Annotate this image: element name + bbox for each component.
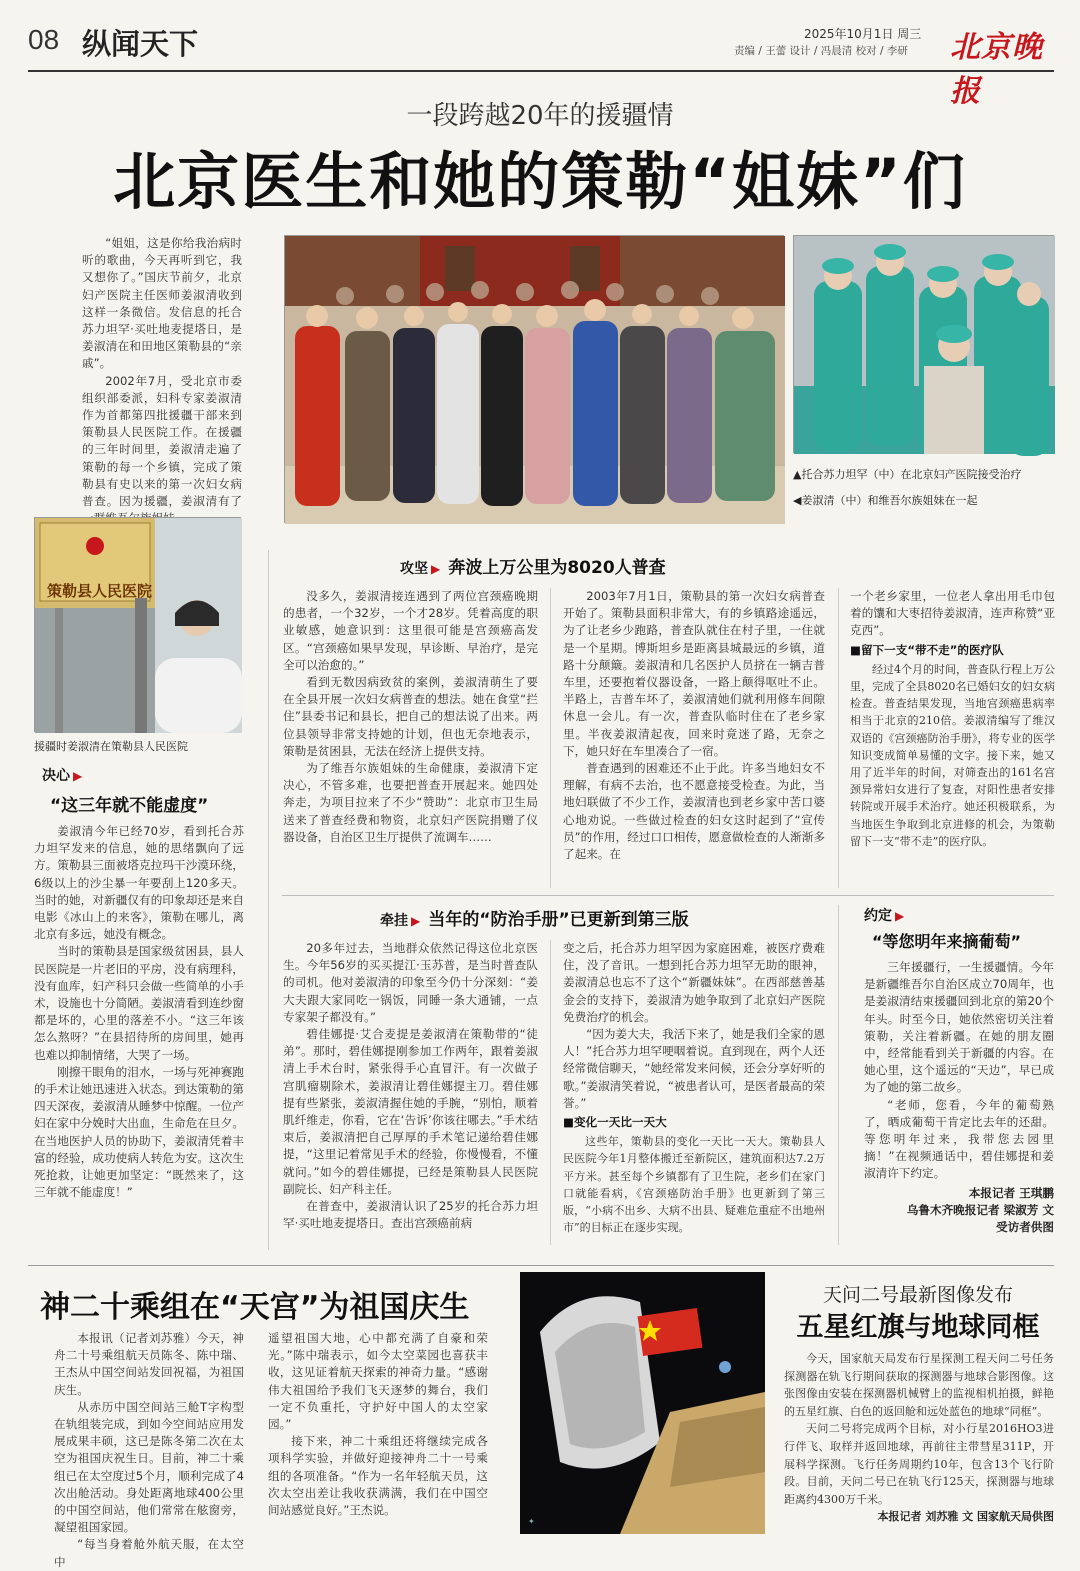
hospital-sign-text: 策勒县人民医院	[47, 582, 153, 600]
body-para: 一个老乡家里，一位老人拿出用毛巾包着的馕和大枣招待姜淑清，连声称赞“亚克西”。	[850, 589, 1055, 638]
column-rule	[268, 550, 269, 1250]
triangle-icon: ▶	[411, 914, 421, 928]
body-para: 普查遇到的困难还不止于此。许多当地妇女不理解，有病不去治，也不愿意接受检查。为此，当地妇联做了不少工作，姜淑清也到老乡家中苦口婆心地劝说。一些做过检查的妇女这时起到了“宣传员”的作用，经过口口相传，愿意做检查的人渐渐多了起来。在	[563, 761, 825, 862]
body-para: 没多久，姜淑清接连遇到了两位宫颈癌晚期的患者，一个32岁，一个才28岁。凭着高度的职业敏感，她意识到：这里很可能是宫颈癌高发区。“宫颈癌如果早发现，早诊断、早治疗，是完全可以治愈的。”	[283, 589, 538, 672]
body-para: 在普查中，姜淑清认识了25岁的托合苏力坦罕·买吐地麦提塔日。查出宫颈癌前病	[283, 1199, 538, 1231]
body-para: 看到无数因病致贫的案例，姜淑清萌生了要在全县开展一次妇女病普查的想法。她在食堂“拦住”县委书记和县长，把自己的想法说了出来。两位县领导非常支持她的计划，但也无奈地表示，策勒是贫困县，无法在经济上提供支持。	[283, 675, 538, 758]
feature-headline: 北京医生和她的策勒“姐妹”们	[113, 145, 967, 218]
section-tag: 约定	[864, 908, 892, 924]
bottom-divider	[28, 1265, 1054, 1266]
intro-para: 2002年7月，受北京市委组织部委派，妇科专家姜淑清作为首都第四批援疆干部来到策勒县人民医院工作。在援疆的三年时间里，姜淑清走遍了策勒的每一个乡镇，完成了策勒县有史以来的第一次妇女病普查。因为援疆，姜淑清有了	[82, 373, 242, 509]
survey-col-1	[283, 588, 538, 846]
photo-caption-right	[793, 466, 1054, 510]
body-para: 今天，国家航天局发布行星探测工程天问二号任务探测器在轨飞行期间获取的探测器与地球合影图像。这张图像由安装在探测器机械臂上的监视相机拍摄，鲜艳的五星红旗、白色的返回舱和远处蓝色的地球“同框”。	[784, 1352, 1054, 1418]
tianwen-body	[784, 1350, 1054, 1525]
column-rule	[550, 940, 551, 1245]
page-number: 08	[28, 24, 60, 55]
section-name: 纵闻天下	[82, 27, 199, 61]
issue-date: 2025年10月1日 周三	[804, 27, 922, 41]
tianwen-byline: 本报记者 刘苏雅 文 国家航天局供图	[877, 1510, 1054, 1524]
survey-col-2	[563, 588, 825, 863]
care-col-1	[283, 940, 538, 1232]
intro-para: “姐姐，这是你给我治病时听的歌曲，今天再听到它，我又想你了。”国庆节前夕，北京妇产医院主任医师姜淑清收到这样一条微信。发信息的托合苏力坦罕·买吐地麦提塔日，是姜淑清在和田地区策勒县的“亲戚”。	[82, 236, 242, 371]
hospital-staff-photo	[793, 235, 1054, 453]
group-photo	[284, 235, 784, 523]
section-care-header	[380, 905, 689, 930]
caption-sisters: ◀姜淑清（中）和维吾尔族姐妹在一起	[793, 494, 978, 507]
section-tag: 决心	[42, 768, 70, 784]
section-body	[34, 823, 244, 1201]
section-title: “等您明年来摘葡萄”	[872, 932, 1022, 951]
body-para: 天问二号将完成两个目标，对小行星2016HO3进行伴飞、取样并返回地球，再前往主带彗星311P，开展科学探测。飞行任务周期约10年，包含13个飞行阶段。目前，天问二号已在轨飞行125天，探测器与地球距离约4300万千米。	[784, 1422, 1054, 1506]
doctor-photo-caption: 援疆时姜淑清在策勒县人民医院	[34, 740, 188, 753]
feature-kicker: 一段跨越20年的援疆情	[406, 101, 674, 131]
survey-subhead: ■留下一支“带不走”的医疗队	[850, 642, 1004, 657]
body-para: 遥望祖国大地，心中都充满了自豪和荣光。”陈中瑞表示，如今太空菜园也喜获丰收，这见证着航天探索的神奇力量。“感谢伟大祖国给予我们飞天逐梦的舞台，我们一定不负重托，守护好中国人的太空家园。”	[268, 1331, 488, 1432]
body-para: 20多年过去，当地群众依然记得这位北京医生。今年56岁的买买提江·玉苏普，是当时普查队的司机。他对姜淑清的印象至今仍十分深刻：“姜大夫跟大家同吃一锅饭，同睡一条大通铺，一点专家架子都没有。”	[283, 941, 538, 1024]
triangle-icon: ▶	[73, 769, 83, 783]
header-rule	[28, 70, 1054, 72]
section-title: “这三年就不能虚度”	[50, 796, 209, 816]
body-para: 这些年，策勒县的变化一天比一天大。策勒县人民医院今年1月整体搬迁至新院区，建筑面积达7.2万平方米。甚至每个乡镇都有了卫生院，老乡们在家门口就能看病，《宫颈癌防治手册》也更新到了第三版，“小病不出乡、大病不出县、疑难危重症不出地州市”的目标正在逐步实现。	[563, 1135, 825, 1235]
group-photo-image	[285, 236, 785, 524]
column-rule	[838, 588, 839, 888]
shenzhou-col-1	[54, 1330, 244, 1571]
care-col-2	[563, 940, 825, 1236]
caption-treatment: ▲托合苏力坦罕（中）在北京妇产医院接受治疗	[793, 468, 1022, 481]
byline-line: 乌鲁木齐晚报记者 梁淑芳 文	[906, 1202, 1054, 1217]
staff-credits: 责编 / 王蕾 设计 / 冯晨清 校对 / 李研	[734, 45, 908, 57]
triangle-icon: ▶	[895, 909, 905, 923]
body-para: 刚擦干眼角的泪水，一场与死神赛跑的手术让她迅速进入状态。到达策勒的第四天深夜，姜淑清从睡梦中惊醒。一位产妇在家中分娩时大出血，生命危在旦夕。在当地医护人员的协助下，姜淑清凭着丰富的经验，成功使病人转危为安。这次生死抢救，让她更加坚定：“既然来了，这三年就不能虚度！”	[34, 1064, 244, 1200]
tianwen-photo	[520, 1272, 765, 1534]
shenzhou-headline: 神二十乘组在“天宫”为祖国庆生	[40, 1290, 470, 1325]
intro-text	[82, 235, 242, 527]
column-rule	[550, 588, 551, 888]
doctor-photo	[34, 517, 241, 732]
body-para: 本报讯（记者刘苏雅）今天，神舟二十号乘组航天员陈冬、陈中瑞、王杰从中国空间站发回祝福，为祖国庆生。	[54, 1331, 244, 1397]
section-tag: 攻坚	[400, 561, 428, 577]
tianwen-headline: 五星红旗与地球同框	[796, 1312, 1040, 1343]
survey-col-3	[850, 588, 1055, 850]
doctor-photo-image	[35, 518, 242, 733]
care-subhead: ■变化一天比一天大	[563, 1115, 667, 1130]
byline-line: 本报记者 王琪鹏	[968, 1185, 1054, 1200]
body-para: 从赤历中国空间站三舱T字构型在轨组装完成，到如今空间站应用发展成果丰硕，这已是陈冬第二次在太空为祖国庆祝生日。目前，神二十乘组已在太空度过5个月，顺利完成了4次出舱活动。身处距离地球400公里的中国空间站，他们常常在舷窗旁，凝望祖国家园。	[54, 1399, 244, 1535]
byline	[864, 1185, 1054, 1236]
body-para: 碧佳娜提·艾合麦提是姜淑清在策勒带的“徒弟”。那时，碧佳娜提刚参加工作两年，跟着姜淑清上手术台时，紧张得手心直冒汗。有一次做子宫肌瘤剔除术，姜淑清让碧佳娜提主刀。碧佳娜提有些紧张，姜淑清握住她的手腕，“别怕，顺着肌纤维走，你看，它在‘告诉’你该往哪去。”手术结束后，姜淑清把自己厚厚的手术笔记递给碧佳娜提，“这里记着常见手术的经验，你慢慢看，不懂就问。”如今的碧佳娜提，已经是策勒县人民医院副院长、妇产科主任。	[283, 1027, 538, 1196]
body-para: 2003年7月1日，策勒县的第一次妇女病普查开始了。策勒县面积非常大，有的乡镇路途遥远，为了让老乡少跑路，普查队就住在村子里，一住就是一个星期。博斯坦乡是距离县城最远的乡镇，道路十分颠簸。姜淑清和几名医护人员挤在一辆吉普车里，还要抱着仪器设备，一路上颠得呕吐不止。半路上，吉普车坏了，姜淑清她们就利用修车间隙休息一会儿。有一次，普查队临时住在了老乡家里。半夜姜淑清起夜，回来时竟迷了路，无奈之下，她只好在车里凑合了一宿。	[563, 589, 825, 758]
section-divider	[282, 895, 1054, 896]
body-para: “每当身着舱外航天服，在太空中	[54, 1537, 244, 1569]
section-title: 奔波上万公里为8020人普查	[448, 558, 666, 578]
section-body	[864, 959, 1054, 1236]
body-para: 当时的策勒县是国家级贫困县，县人民医院是一片老旧的平房，没有病理科，没有血库，妇产科只会做一些简单的小手术，设施也十分简陋。姜淑清看到连纱窗都是坏的，心里的落差不小。“这三年该怎么熬呀？”在县招待所的房间里，她再也难以抑制情绪，大哭了一场。	[34, 944, 244, 1062]
tianwen-photo-image	[520, 1272, 765, 1534]
section-tag: 牵挂	[380, 913, 408, 929]
byline-line: 受访者供图	[996, 1219, 1054, 1234]
body-para: 为了维吾尔族姐妹的生命健康，姜淑清下定决心，不管多难，也要把普查开展起来。她四处奔走，为项目拉来了不少“赞助”：北京市卫生局送来了普查经费和物资，北京妇产医院捐赠了仪器设备，自治区卫生厅提供了流调车……	[283, 761, 538, 844]
body-para: “因为姜大夫，我活下来了，她是我们全家的恩人！”托合苏力坦罕哽咽着说。直到现在，两个人还经常微信聊天，“她经常发来问候，还会分享好听的歌。”姜淑清笑着说，“被患者认可，是医者最高的荣誉。”	[563, 1027, 825, 1110]
body-para: 接下来，神二十乘组还将继续完成各项科学实验，并做好迎接神舟二十一号乘组的各项准备。“作为一名年轻航天员，这次太空出差让我收获满满，我们在中国空间站感觉良好。”王杰说。	[268, 1434, 488, 1518]
masthead-logo: 北京晚报	[950, 30, 1043, 109]
hospital-staff-image	[794, 236, 1055, 454]
body-para: 姜淑清今年已经70岁，看到托合苏力坦罕发来的信息，她的思绪飘向了远方。策勒县三面被塔克拉玛干沙漠环绕，6级以上的沙尘暴一年要刮上120多天。当时的她，对新疆仅有的印象却还是来自电影《冰山上的来客》，策勒在哪儿，离北京有多远，她没有概念。	[34, 824, 244, 942]
body-para: 变之后，托合苏力坦罕因为家庭困难，被医疗费难住，没了音讯。一想到托合苏力坦罕无助的眼神，姜淑清总也忘不了这个“新疆妹妹”。在西部慈善基金会的支持下，姜淑清为她争取到了北京妇产医院免费治疗的机会。	[563, 941, 825, 1024]
svg-text:✦: ✦	[528, 1517, 535, 1526]
shenzhou-col-2	[268, 1330, 488, 1519]
tianwen-kicker: 天问二号最新图像发布	[822, 1284, 1013, 1306]
section-title: 当年的“防治手册”已更新到第三版	[428, 910, 689, 930]
triangle-icon: ▶	[431, 562, 441, 576]
body-para: “老师，您看，今年的葡萄熟了，晒成葡萄干肯定比去年的还甜。等您明年过来，我带您去园里摘！”在视频通话中，碧佳娜提和姜淑清许下约定。	[864, 1097, 1054, 1181]
column-rule	[838, 905, 839, 1245]
section-survey-header	[400, 553, 666, 578]
body-para: 三年援疆行，一生援疆情。今年是新疆维吾尔自治区成立70周年，也是姜淑清结束援疆回到北京的第20个年头。时至今日，她依然密切关注着策勒，关注着新疆。在她的朋友圈中，经常能看到关于新疆的内容。在她心里，这个遥远的“天边”，早已成为了她的第二故乡。	[864, 960, 1054, 1095]
body-para: 经过4个月的时间，普查队行程上万公里，完成了全县8020名已婚妇女的妇女病检查。普查结果发现，当地宫颈癌患病率相当于北京的210倍。姜淑清编写了维汉双语的《宫颈癌防治手册》，将专业的医学知识变成简单易懂的文字。接下来，她又用了近半年的时间，对筛查出的161名宫颈异常妇女进行了复查，对阳性患者安排转院或开展手术治疗。她还积极联系，为当地医生争取到北京进修的机会，为策勒留下一支“带不走”的医疗队。	[850, 662, 1055, 848]
